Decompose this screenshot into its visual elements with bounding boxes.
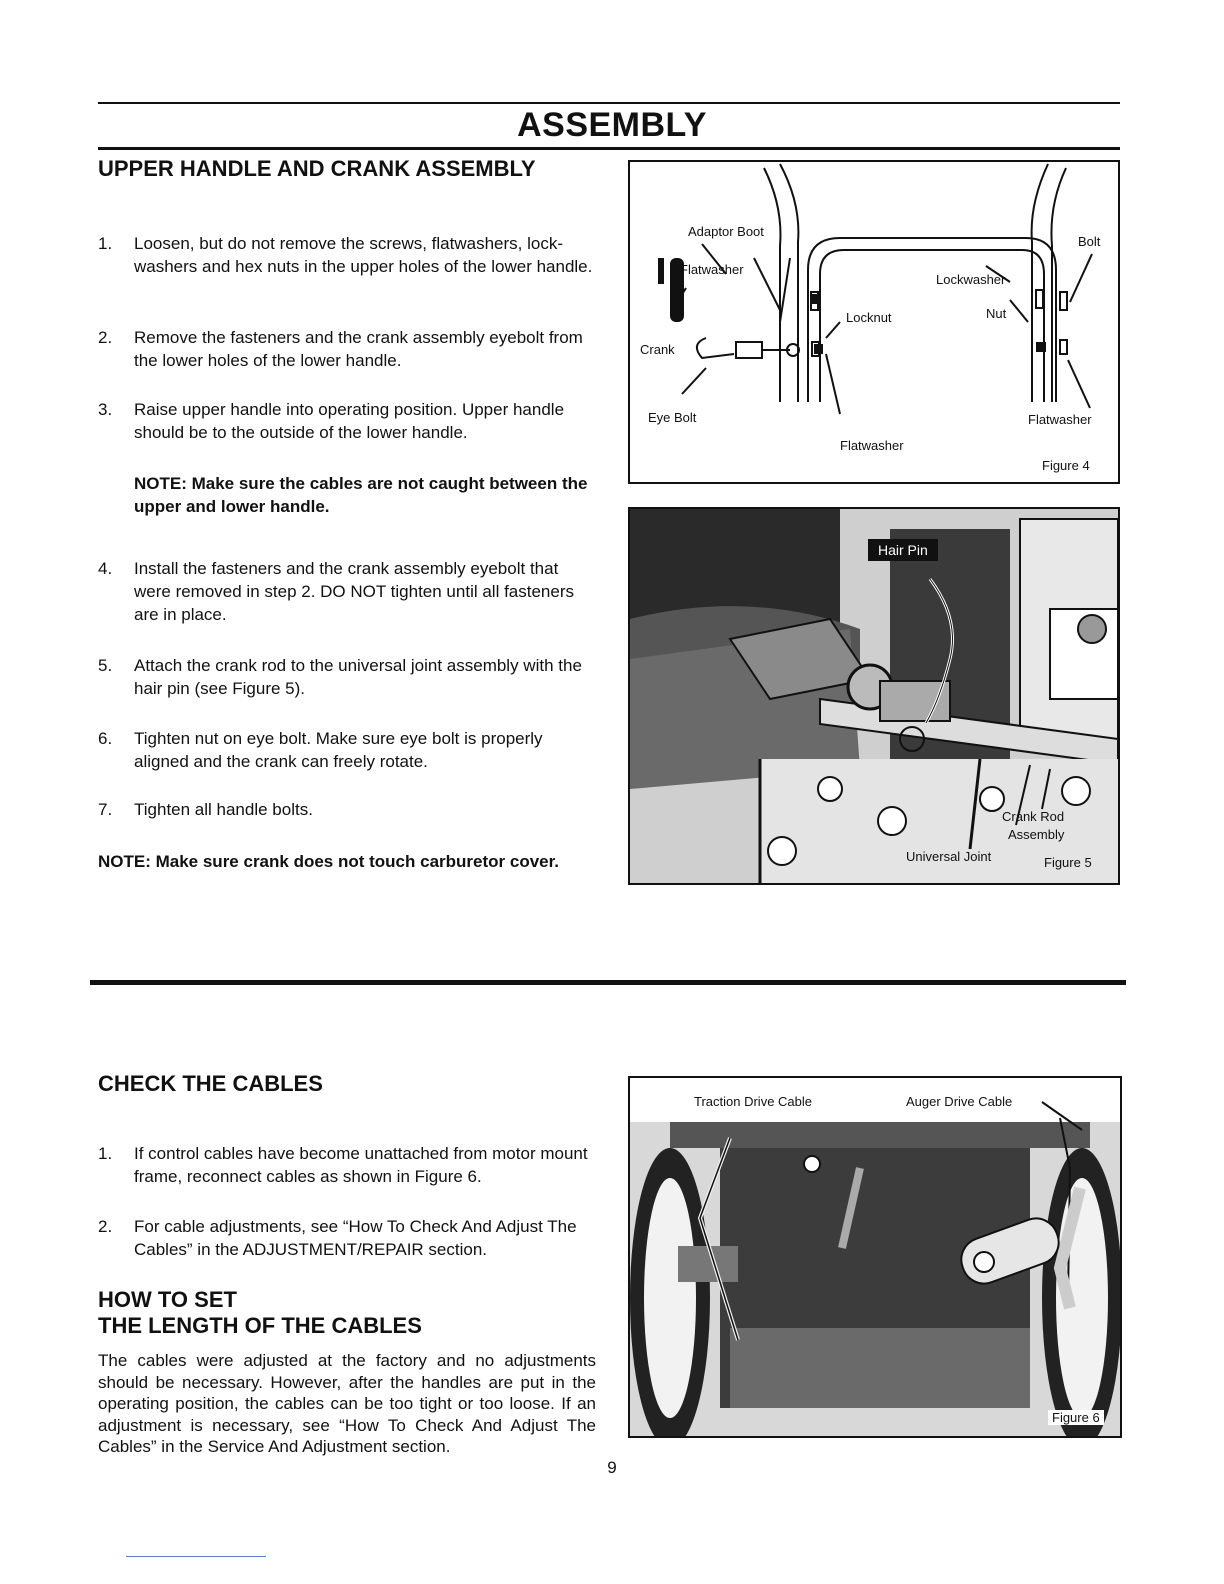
label-crank-rod: Crank Rod	[1002, 809, 1065, 824]
step-text: If control cables have become unattached from motor mount frame, reconnect cables as shown in Figure 6.	[134, 1144, 588, 1186]
note-carburetor: NOTE: Make sure crank does not touch carburetor cover.	[98, 852, 560, 871]
step-number: 1.	[98, 234, 113, 253]
step-text: Loosen, but do not remove the screws, flatwashers, lock-washers and hex nuts in the upper holes of the lower handle.	[134, 234, 593, 276]
figure-6	[628, 1076, 1122, 1438]
label-flatwasher-right: Flatwasher	[1028, 412, 1092, 427]
title-underline	[98, 147, 1120, 150]
list-item	[98, 1142, 598, 1188]
label-bolt: Bolt	[1078, 234, 1101, 249]
section-heading-set-length-2: THE LENGTH OF THE CABLES	[98, 1313, 422, 1338]
label-locknut: Locknut	[846, 310, 892, 325]
list-item	[98, 727, 598, 773]
step-text: Remove the fasteners and the crank assembly eyebolt from the lower holes of the lower handle.	[134, 328, 583, 370]
cables-paragraph: The cables were adjusted at the factory and no adjustments should be necessary. However, after the handles are put in the operating position, the cables can be too tight or too loose. If an adjustment is necessary, see “How To Check And Adjust The Cables” in the Service And Adjustment section.	[98, 1351, 596, 1456]
step-number: 1.	[98, 1144, 113, 1163]
step-text: Tighten nut on eye bolt. Make sure eye bolt is properly aligned and the crank can freely rotate.	[134, 729, 543, 771]
footer-rule	[126, 1556, 266, 1557]
figure-5-caption: Figure 5	[1044, 855, 1092, 870]
figure-6-caption: Figure 6	[1048, 1410, 1104, 1425]
section-divider	[90, 980, 1126, 985]
figure-4	[628, 160, 1120, 484]
section-heading-set-length-1: HOW TO SET	[98, 1287, 237, 1312]
list-item	[98, 798, 598, 821]
list-item	[98, 1215, 598, 1261]
step-number: 2.	[98, 328, 113, 347]
label-eye-bolt: Eye Bolt	[648, 410, 697, 425]
list-item	[98, 232, 598, 278]
section-heading-check-cables: CHECK THE CABLES	[98, 1071, 323, 1096]
label-nut: Nut	[986, 306, 1007, 321]
step-number: 3.	[98, 400, 113, 419]
label-adaptor-boot: Adaptor Boot	[688, 224, 764, 239]
step-text: Attach the crank rod to the universal joint assembly with the hair pin (see Figure 5).	[134, 656, 582, 698]
page-number: 9	[607, 1458, 617, 1477]
step-number: 4.	[98, 559, 113, 578]
top-rule	[98, 102, 1120, 104]
step-text: Raise upper handle into operating position. Upper handle should be to the outside of the lower handle.	[134, 400, 565, 442]
label-auger-cable: Auger Drive Cable	[906, 1094, 1013, 1109]
label-hair-pin: Hair Pin	[868, 539, 938, 561]
step-text: Tighten all handle bolts.	[134, 800, 313, 819]
label-flatwasher-bottom: Flatwasher	[840, 438, 904, 453]
label-traction-cable: Traction Drive Cable	[694, 1094, 813, 1109]
step-number: 5.	[98, 656, 113, 675]
note-cables: NOTE: Make sure the cables are not caught between the upper and lower handle.	[134, 474, 588, 516]
list-item	[98, 326, 598, 372]
label-flatwasher-top: Flatwasher	[680, 262, 744, 277]
label-universal-joint: Universal Joint	[906, 849, 992, 864]
figure-6-photo	[630, 1078, 1120, 1436]
label-lockwasher: Lockwasher	[936, 272, 1006, 287]
label-crank: Crank	[640, 342, 675, 357]
figure-4-caption: Figure 4	[1042, 458, 1090, 473]
section-heading-upper-handle: UPPER HANDLE AND CRANK ASSEMBLY	[98, 156, 536, 181]
step-number: 7.	[98, 800, 113, 819]
figure-5	[628, 507, 1120, 885]
list-item	[98, 557, 598, 626]
list-item	[98, 398, 598, 444]
page-title: ASSEMBLY	[517, 106, 707, 144]
step-text: Install the fasteners and the crank assembly eyebolt that were removed in step 2. DO NOT tighten until all fasteners are in place.	[134, 559, 574, 624]
step-number: 6.	[98, 729, 113, 748]
list-item	[98, 654, 598, 700]
label-assembly: Assembly	[1008, 827, 1065, 842]
step-text: For cable adjustments, see “How To Check And Adjust The Cables” in the ADJUSTMENT/REPAIR section.	[134, 1217, 577, 1259]
step-number: 2.	[98, 1217, 113, 1236]
